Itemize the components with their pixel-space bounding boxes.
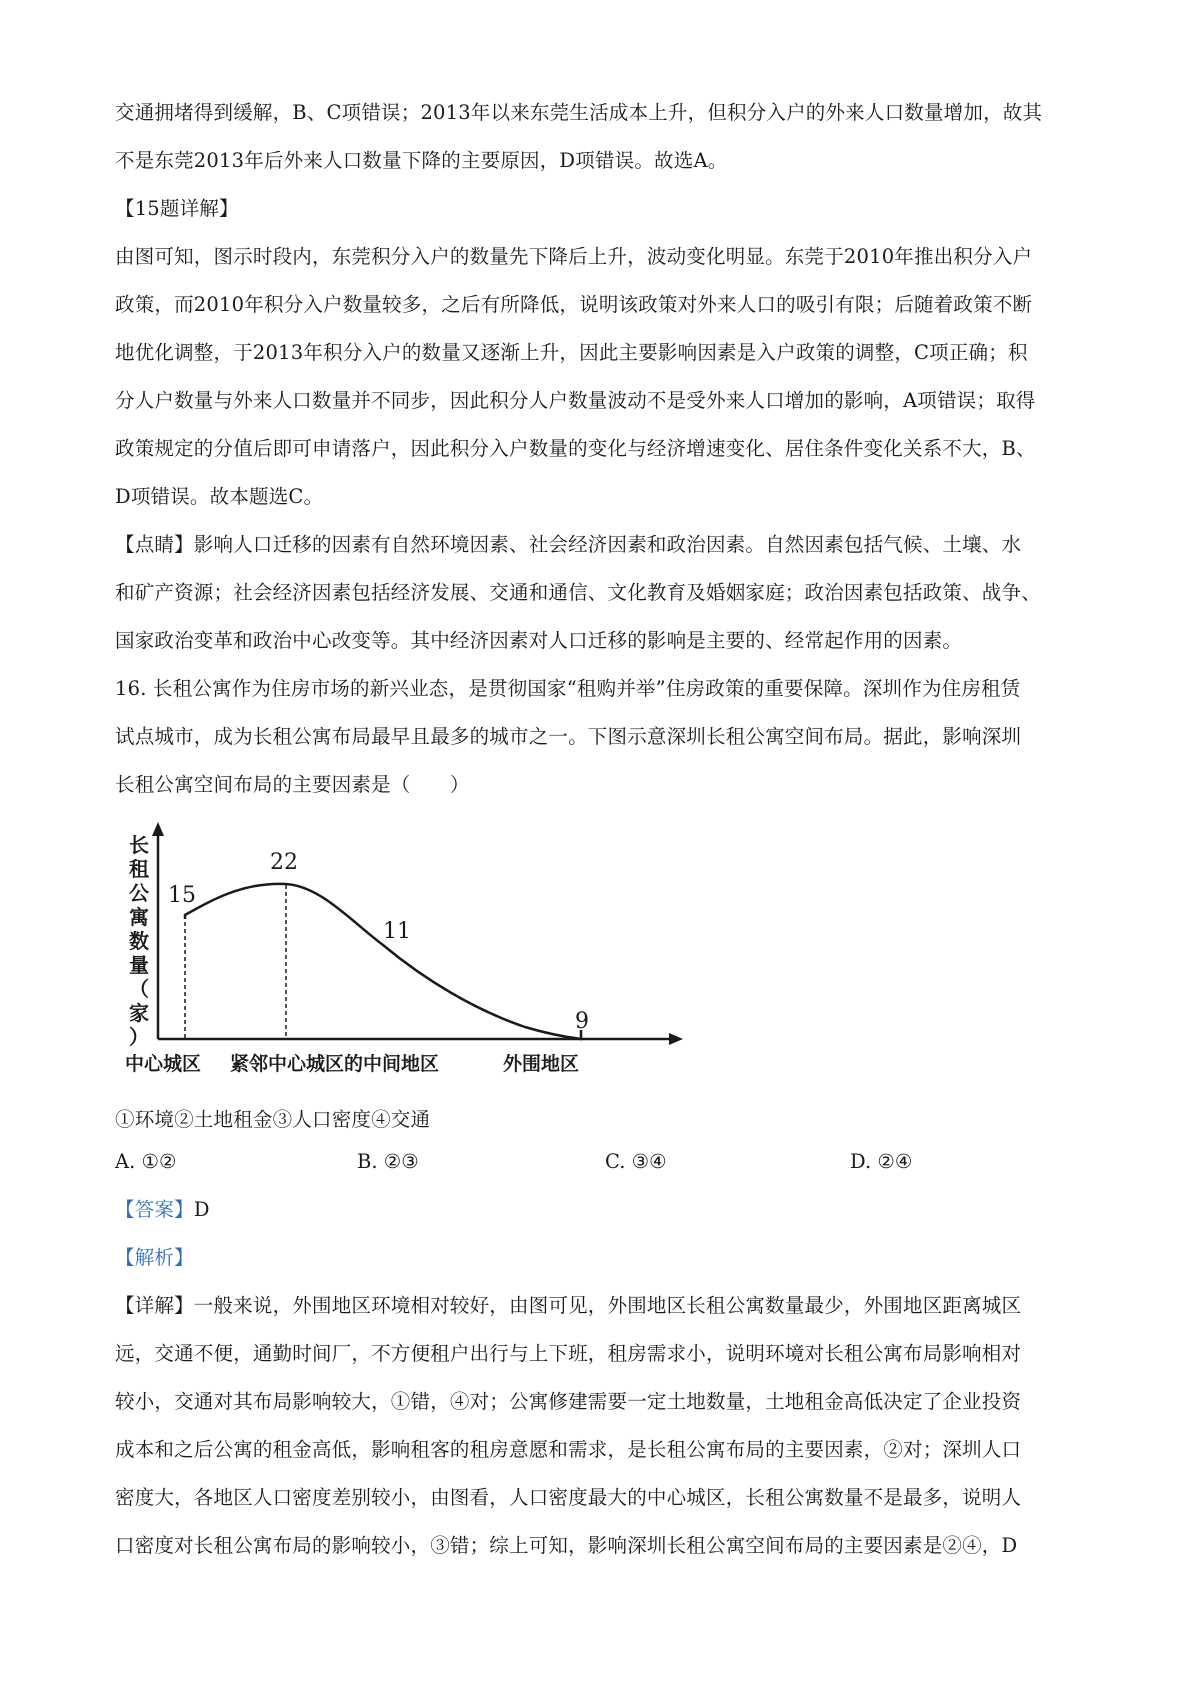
y-axis-label-char: （ — [129, 977, 149, 1001]
y-axis-arrow-icon — [152, 822, 164, 836]
option-text: ②③ — [383, 1150, 419, 1173]
detail-line: 【详解】一般来说，外围地区环境相对较好，由图可见，外围地区长租公寓数量最少，外围地区距离城区 — [115, 1294, 1022, 1317]
answer-value: D — [193, 1198, 210, 1221]
data-label: 15 — [168, 883, 196, 908]
detail-line: 成本和之后公寓的租金高低，影响租客的租房意愿和需求，是长租公寓布局的主要因素，②对；深圳人口 — [115, 1438, 1022, 1461]
option-letter: B. — [357, 1150, 378, 1173]
question-16-text: 16. 长租公寓作为住房市场的新兴业态，是贯彻国家“租购并举”住房政策的重要保障。深圳作为住房租赁 — [115, 677, 1021, 700]
data-label: 9 — [575, 1009, 589, 1034]
option-d — [850, 1149, 912, 1175]
x-axis-label: 中心城区 — [125, 1053, 202, 1075]
x-axis-arrow-icon — [669, 1033, 683, 1045]
detail-line: 密度大，各地区人口密度差别较小，由图看，人口密度最大的中心城区，长租公寓数量不是最多，说明人 — [115, 1486, 1022, 1509]
text-line: 【点睛】影响人口迁移的因素有自然环境因素、社会经济因素和政治因素。自然因素包括气候、土壤、水 — [115, 533, 1022, 556]
question-16-text: 长租公寓空间布局的主要因素是（ ） — [115, 773, 470, 796]
option-letter: A. — [115, 1150, 136, 1173]
data-label: 22 — [270, 850, 298, 875]
detail-line: 远，交通不便，通勤时间厂，不方便租户出行与上下班，租房需求小，说明环境对长租公寓布局影响相对 — [115, 1342, 1022, 1365]
text-line: 和矿产资源；社会经济因素包括经济发展、交通和通信、文化教育及婚姻家庭；政治因素包括政策、战争、 — [115, 581, 1041, 604]
option-a — [115, 1149, 176, 1175]
text-line: 政策，而2010年积分入户数量较多，之后有所降低，说明该政策对外来人口的吸引有限；后随着政策不断 — [115, 293, 1033, 316]
answer-tag: 【答案】 — [115, 1198, 194, 1221]
text-line: D项错误。故本题选C。 — [115, 485, 324, 508]
chart-svg — [125, 820, 685, 1095]
detail-line: 口密度对长租公寓布局的影响较小，③错；综上可知，影响深圳长租公寓空间布局的主要因素是②④，D — [115, 1534, 1018, 1557]
text-line: 由图可知，图示时段内，东莞积分入户的数量先下降后上升，波动变化明显。东莞于2010年推出积分入户 — [115, 245, 1033, 268]
y-axis-label-char: 租 — [129, 857, 149, 881]
option-b — [357, 1149, 419, 1175]
apartment-distribution-chart — [125, 820, 685, 1095]
section-heading: 【15题详解】 — [115, 197, 239, 220]
apartment-count-curve — [185, 884, 581, 1039]
analysis-tag: 【解析】 — [115, 1246, 194, 1269]
option-text: ①② — [141, 1150, 177, 1173]
option-letter: C. — [605, 1150, 626, 1173]
text-line: 政策规定的分值后即可申请落户，因此积分入户数量的变化与经济增速变化、居住条件变化关系不大，B、 — [115, 437, 1036, 460]
x-axis-label: 紧邻中心城区的中间地区 — [230, 1053, 440, 1075]
option-c — [605, 1149, 667, 1175]
y-axis-label-char: 寓 — [129, 905, 149, 929]
data-label: 11 — [383, 919, 411, 944]
text-line: 地优化调整，于2013年积分入户的数量又逐渐上升，因此主要影响因素是入户政策的调整，C项正确；积 — [115, 341, 1028, 364]
y-axis-label-char: 量 — [129, 953, 149, 977]
text-line: 交通拥堵得到缓解，B、C项错误；2013年以来东莞生活成本上升，但积分入户的外来人口数量增加，故其 — [115, 101, 1043, 124]
y-axis-label-char: 数 — [129, 929, 149, 953]
x-axis-label: 外围地区 — [503, 1053, 580, 1075]
y-axis-label-char: ） — [129, 1025, 149, 1049]
y-axis-label-char: 公 — [129, 881, 149, 905]
y-axis-label-char: 长 — [129, 833, 149, 857]
text-line: 国家政治变革和政治中心改变等。其中经济因素对人口迁移的影响是主要的、经常起作用的因素。 — [115, 629, 963, 652]
option-letter: D. — [850, 1150, 872, 1173]
detail-line: 较小，交通对其布局影响较大，①错，④对；公寓修建需要一定土地数量，土地租金高低决定了企业投资 — [115, 1390, 1022, 1413]
option-text: ②④ — [877, 1150, 913, 1173]
option-text: ③④ — [631, 1150, 667, 1173]
text-line: 分人户数量与外来人口数量并不同步，因此积分人户数量波动不是受外来人口增加的影响，A项错误；取得 — [115, 389, 1036, 412]
answer-line — [115, 1197, 1105, 1223]
text-line: 不是东莞2013年后外来人口数量下降的主要原因，D项错误。故选A。 — [115, 149, 728, 172]
question-16-text: 试点城市，成为长租公寓布局最早且最多的城市之一。下图示意深圳长租公寓空间布局。据此，影响深圳 — [115, 725, 1022, 748]
y-axis-label-char: 家 — [129, 1001, 149, 1025]
statement-line: ①环境②土地租金③人口密度④交通 — [115, 1108, 431, 1131]
